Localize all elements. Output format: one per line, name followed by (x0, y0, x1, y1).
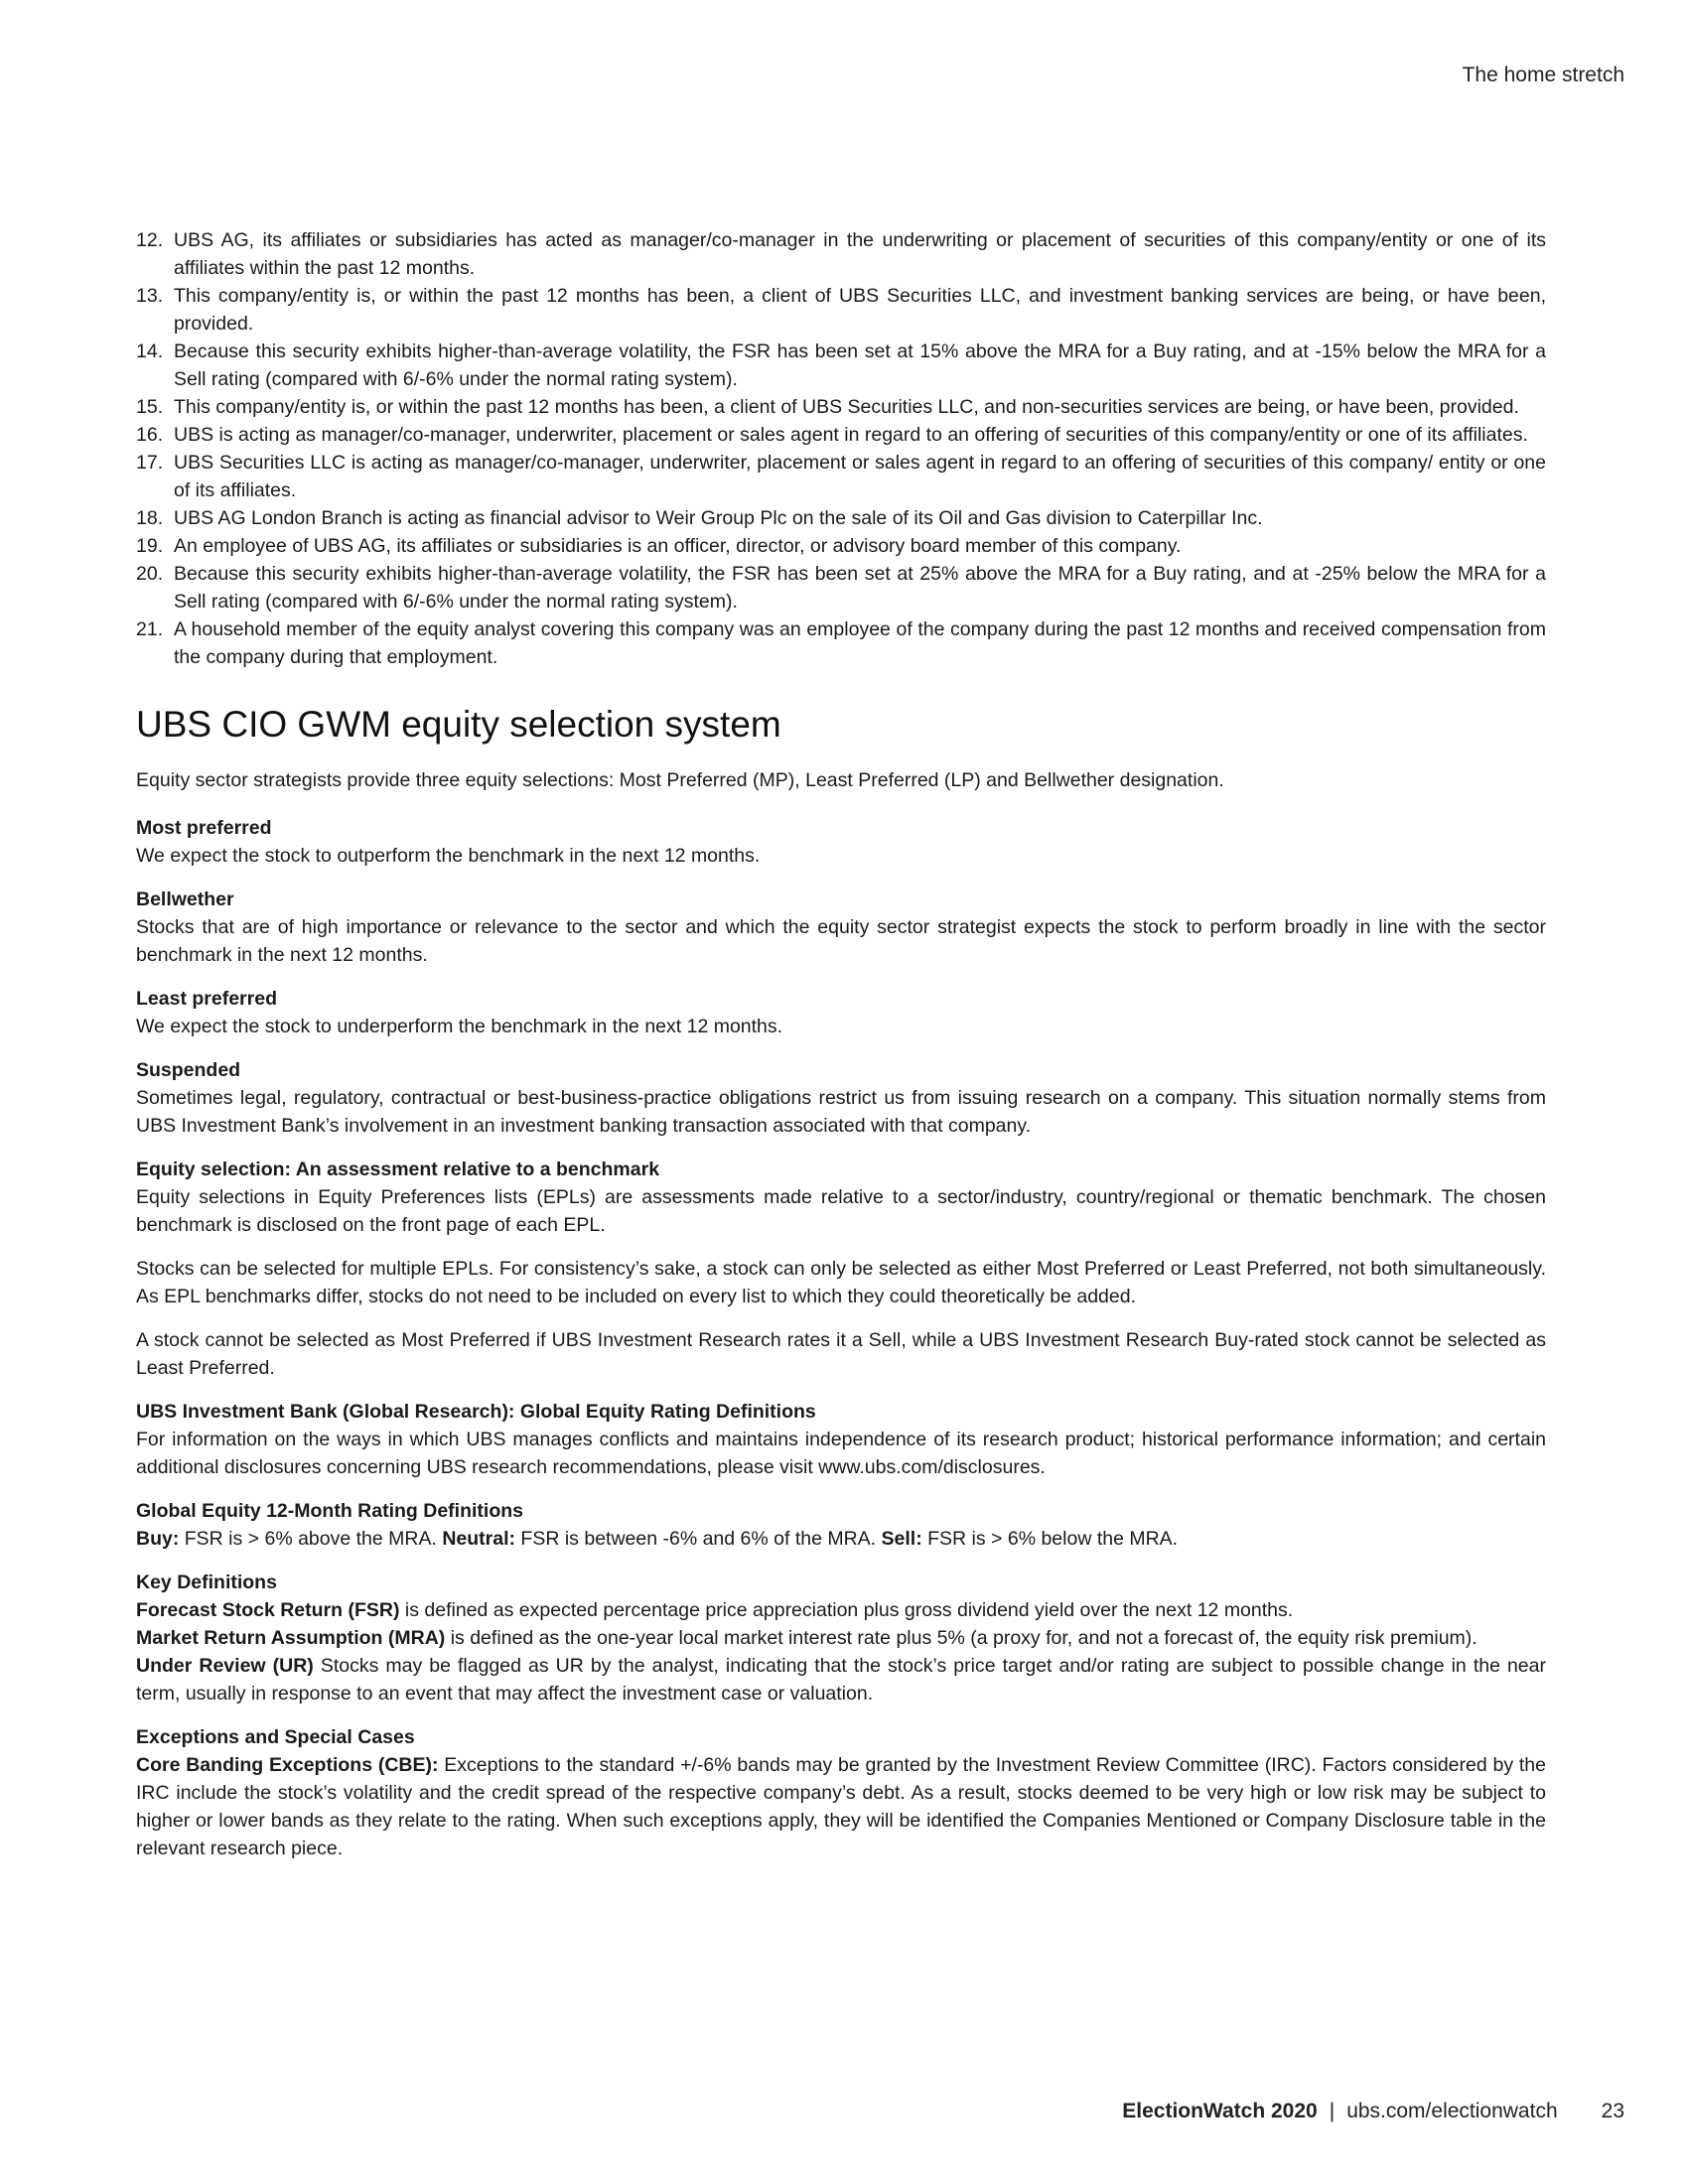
list-item: 17. UBS Securities LLC is acting as manager/co-manager, underwriter, placement or sales agent in regard to an offering of securities of this company/ entity or one of its affiliates. (136, 452, 1546, 501)
list-item: 16. UBS is acting as manager/co-manager, underwriter, placement or sales agent in regard to an offering of securities of this company/entity or one of its affiliates. (136, 424, 1528, 446)
equity-selection-heading: Equity selection: An assessment relative to a benchmark (136, 1159, 660, 1180)
key-definitions-block (136, 1569, 1546, 1707)
rating-definitions-text: Buy: FSR is > 6% above the MRA. Neutral: FSR is between -6% and 6% of the MRA. Sell: FSR is > 6% below the MRA. (136, 1528, 1179, 1550)
exceptions-heading: Exceptions and Special Cases (136, 1726, 415, 1748)
list-item: 12. UBS AG, its affiliates or subsidiaries has acted as manager/co-manager in the underwriting or placement of securities of this company/entity or one of its affiliates within the past 12 months. (136, 229, 1546, 279)
equity-selection-paragraph: Equity selections in Equity Preferences lists (EPLs) are assessments made relative to a sector/industry, country/regional or thematic benchmark. The chosen benchmark is disclosed on the front page of each EPL. (136, 1186, 1546, 1236)
running-header: The home stretch (1462, 64, 1624, 86)
global-research-text: For information on the ways in which UBS manages conflicts and maintains independence of its research product; historical performance information; and certain additional disclosures concerning UBS research recommendations, please visit www.ubs.com/disclosures. (136, 1429, 1546, 1478)
most-preferred-heading: Most preferred (136, 817, 272, 839)
exceptions-block (136, 1723, 1546, 1862)
cbe-text: Core Banding Exceptions (CBE): Exceptions to the standard +/-6% bands may be granted by the Investment Review Committee (IRC). Factors considered by the IRC include the stock’s volatility and the credit spread of the respective company’s debt. As a result, stocks deemed to be very high or low risk may be subject to higher or lower bands as they relate to the rating. When such exceptions apply, they will be identified the Companies Mentioned or Company Disclosure table in the relevant research piece. (136, 1754, 1546, 1859)
rating-definitions-heading: Global Equity 12-Month Rating Definitions (136, 1500, 523, 1522)
ur-definition: Under Review (UR) Stocks may be flagged as UR by the analyst, indicating that the stock’s price target and/or rating are subject to possible change in the near term, usually in response to an event that may affect the investment case or valuation. (136, 1655, 1546, 1705)
sell-label: Sell: (881, 1528, 922, 1550)
page-number: 23 (1601, 2100, 1624, 2122)
list-item: 15. This company/entity is, or within the past 12 months has been, a client of UBS Securities LLC, and non-securities services are being, or have been, provided. (136, 396, 1519, 418)
list-item: 19. An employee of UBS AG, its affiliates or subsidiaries is an officer, director, or advisory board member of this company. (136, 535, 1182, 557)
equity-selection-paragraph: Stocks can be selected for multiple EPLs. For consistency’s sake, a stock can only be selected as either Most Preferred or Least Preferred, not both simultaneously. As EPL benchmarks differ, stocks do not need to be included on every list to which they could theoretically be added. (136, 1258, 1546, 1307)
most-preferred-block (136, 814, 1546, 870)
footer-url: ubs.com/electionwatch (1346, 2100, 1558, 2122)
suspended-text: Sometimes legal, regulatory, contractual or best-business-practice obligations restrict us from issuing research on a company. This situation normally stems from UBS Investment Bank’s involvement in an investment banking transaction associated with that company. (136, 1087, 1546, 1137)
disclosure-notes-list (136, 226, 1546, 671)
least-preferred-text: We expect the stock to underperform the benchmark in the next 12 months. (136, 1016, 783, 1037)
list-item: 18. UBS AG London Branch is acting as financial advisor to Weir Group Plc on the sale of its Oil and Gas division to Caterpillar Inc. (136, 507, 1263, 529)
bellwether-block (136, 886, 1546, 969)
list-item: 20. Because this security exhibits higher-than-average volatility, the FSR has been set at 25% above the MRA for a Buy rating, and at -25% below the MRA for a Sell rating (compared with 6/-6% under the normal rating system). (136, 563, 1546, 613)
publication-title: ElectionWatch 2020 (1122, 2100, 1318, 2122)
buy-label: Buy: (136, 1528, 180, 1550)
footer-separator: | (1329, 2100, 1336, 2122)
main-content (136, 226, 1546, 1878)
key-definitions-heading: Key Definitions (136, 1571, 277, 1593)
suspended-heading: Suspended (136, 1059, 241, 1081)
equity-selection-block (136, 1156, 1546, 1382)
section-title: UBS CIO GWM equity selection system (136, 704, 781, 745)
list-item: 14. Because this security exhibits higher-than-average volatility, the FSR has been set at 15% above the MRA for a Buy rating, and at -15% below the MRA for a Sell rating (compared with 6/-6% under the normal rating system). (136, 341, 1546, 390)
section-intro: Equity sector strategists provide three equity selections: Most Preferred (MP), Least Preferred (LP) and Bellwether designation. (136, 769, 1224, 791)
equity-selection-paragraph: A stock cannot be selected as Most Preferred if UBS Investment Research rates it a Sell, while a UBS Investment Research Buy-rated stock cannot be selected as Least Preferred. (136, 1329, 1546, 1379)
list-item: 13. This company/entity is, or within the past 12 months has been, a client of UBS Securities LLC, and investment banking services are being, or have been, provided. (136, 285, 1546, 335)
least-preferred-heading: Least preferred (136, 988, 277, 1010)
neutral-label: Neutral: (442, 1528, 516, 1550)
suspended-block (136, 1056, 1546, 1140)
global-research-heading: UBS Investment Bank (Global Research): Global Equity Rating Definitions (136, 1401, 816, 1423)
most-preferred-text: We expect the stock to outperform the benchmark in the next 12 months. (136, 845, 761, 867)
bellwether-text: Stocks that are of high importance or relevance to the sector and which the equity sector strategist expects the stock to perform broadly in line with the sector benchmark in the next 12 months. (136, 916, 1546, 966)
page-footer (1122, 2100, 1624, 2123)
least-preferred-block (136, 985, 1546, 1040)
global-research-block (136, 1398, 1546, 1481)
bellwether-heading: Bellwether (136, 888, 234, 910)
rating-definitions-block (136, 1497, 1546, 1553)
fsr-definition: Forecast Stock Return (FSR) is defined as expected percentage price appreciation plus gross dividend yield over the next 12 months. (136, 1599, 1294, 1621)
list-item: 21. A household member of the equity analyst covering this company was an employee of the company during the past 12 months and received compensation from the company during that employment. (136, 618, 1546, 668)
mra-definition: Market Return Assumption (MRA) is defined as the one-year local market interest rate plus 5% (a proxy for, and not a forecast of, the equity risk premium). (136, 1627, 1477, 1649)
